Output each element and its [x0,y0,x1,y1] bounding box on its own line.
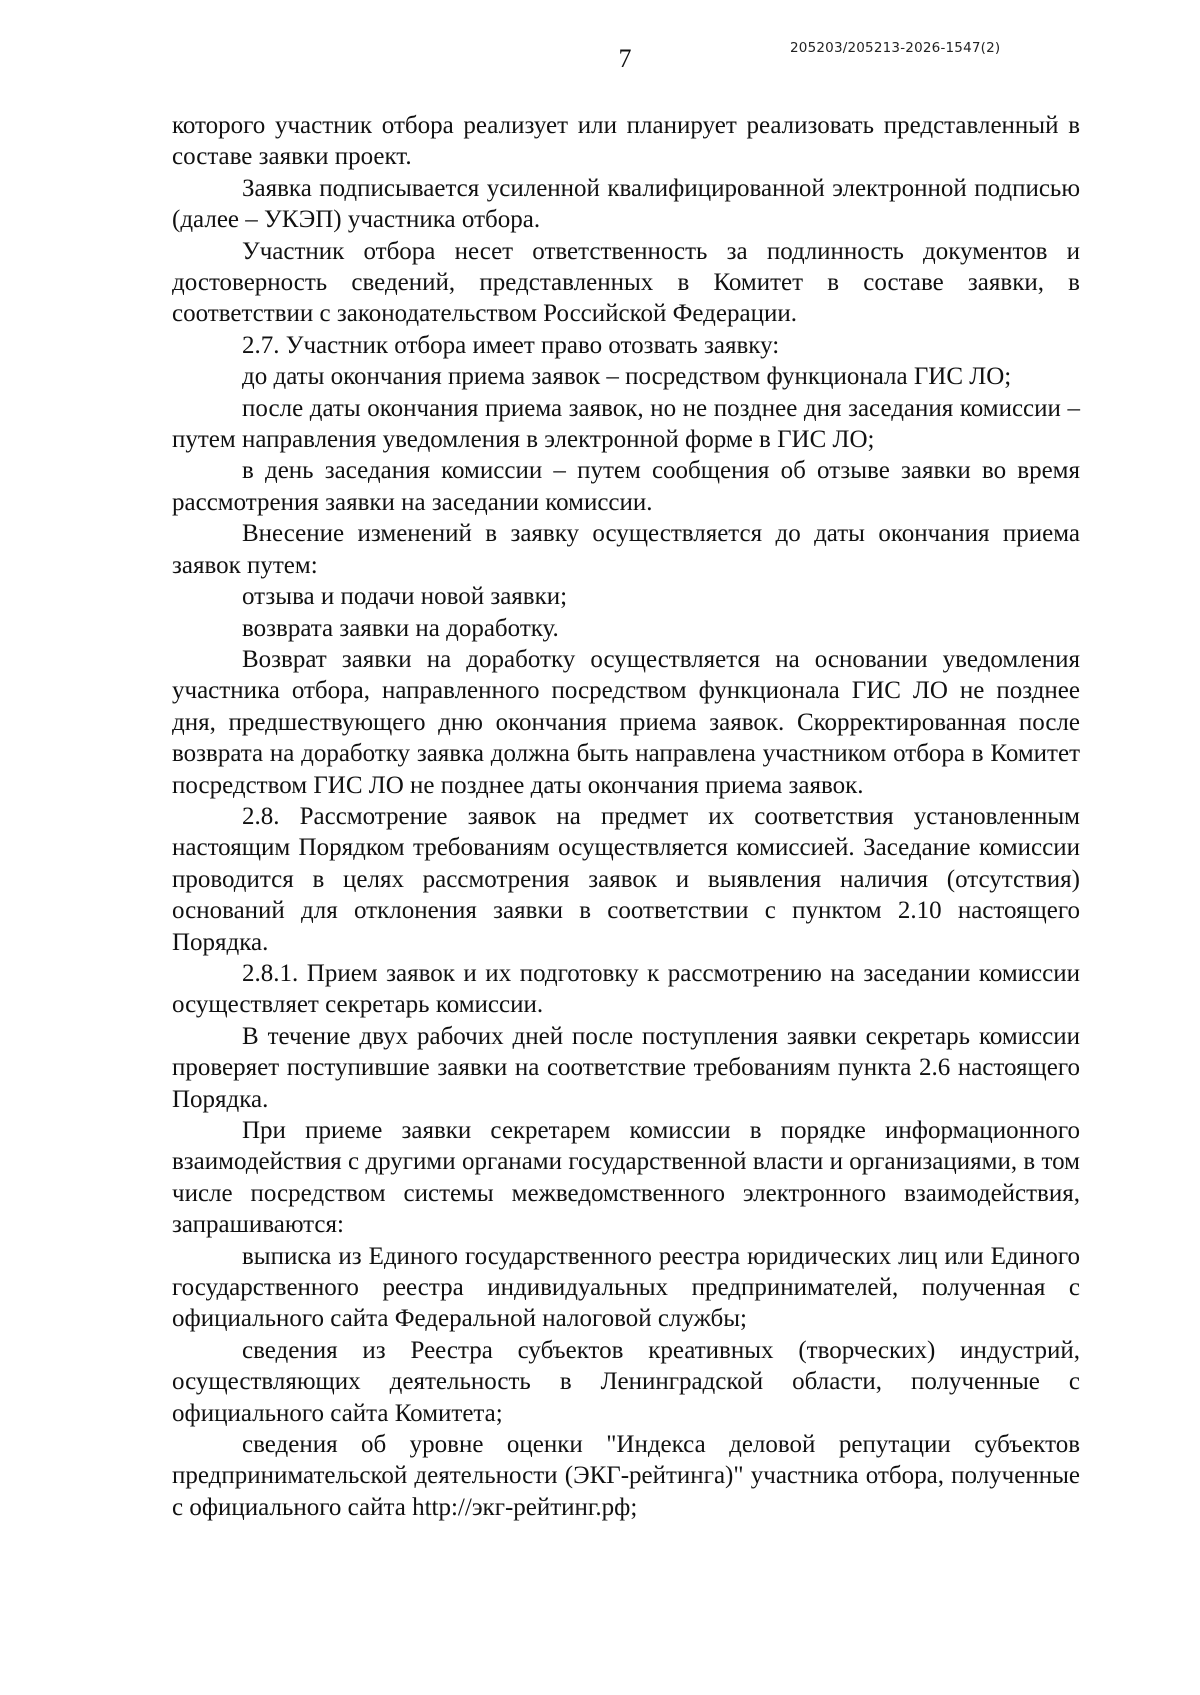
paragraph-15: При приеме заявки секретарем комиссии в порядке информационного взаимодействия с другими органами государственной власти и организациями, в том числе посредством системы межведомственного электронного взаимодействия, запрашиваются: [172,1117,1080,1239]
paragraph-18: сведения об уровне оценки "Индекса деловой репутации субъектов предпринимательской деятельности (ЭКГ-рейтинга)" участника отбора, полученные с официального сайта http://экг-рейтинг.рф; [172,1431,1080,1521]
page-number: 7 [618,44,632,73]
paragraph-17: сведения из Реестра субъектов креативных (творческих) индустрий, осуществляющих деятельность в Ленинградской области, полученные с официального сайта Комитета; [172,1336,1080,1427]
paragraph-2: Заявка подписывается усиленной квалифицированной электронной подписью (далее – УКЭП) участника отбора. [172,174,1080,234]
document-id: 205203/205213-2026-1547(2) [790,40,1001,56]
paragraph-3: Участник отбора несет ответственность за подлинность документов и достоверность сведений, представленных в Комитет в составе заявки, в соответствии с законодательством Российской Федерации. [172,237,1080,328]
paragraph-13: 2.8.1. Прием заявок и их подготовку к рассмотрению на заседании комиссии осуществляет секретарь комиссии. [172,959,1080,1019]
paragraph-4: 2.7. Участник отбора имеет право отозвать заявку: [242,331,780,359]
paragraph-5: до даты окончания приема заявок – посредством функционала ГИС ЛО; [242,363,1012,391]
document-body [172,110,1080,1523]
paragraph-9: отзыва и подачи новой заявки; [242,583,568,611]
paragraph-12: 2.8. Рассмотрение заявок на предмет их соответствия установленным настоящим Порядком требованиям осуществляется комиссией. Заседание комиссии проводится в целях рассмотрения заявок и выявления наличия (отсутствия) оснований для отклонения заявки в соответствии с пунктом 2.10 настоящего Порядка. [172,802,1080,956]
paragraph-1: которого участник отбора реализует или планирует реализовать представленный в составе заявки проект. [172,112,1080,171]
paragraph-10: возврата заявки на доработку. [242,614,559,642]
paragraph-7: в день заседания комиссии – путем сообщения об отзыве заявки во время рассмотрения заявки на заседании комиссии. [172,457,1080,516]
paragraph-6: после даты окончания приема заявок, но не позднее дня заседания комиссии – путем направления уведомления в электронной форме в ГИС ЛО; [172,394,1080,454]
paragraph-16: выписка из Единого государственного реестра юридических лиц или Единого государственного реестра индивидуальных предпринимателей, полученная с официального сайта Федеральной налоговой службы; [172,1242,1080,1333]
paragraph-14: В течение двух рабочих дней после поступления заявки секретарь комиссии проверяет поступившие заявки на соответствие требованиям пункта 2.6 настоящего Порядка. [172,1022,1080,1113]
paragraph-8: Внесение изменений в заявку осуществляется до даты окончания приема заявок путем: [172,520,1080,579]
paragraph-11: Возврат заявки на доработку осуществляется на основании уведомления участника отбора, направленного посредством функционала ГИС ЛО не позднее дня, предшествующего дню окончания приема заявок. Скорректированная после возврата на доработку заявка должна быть направлена участником отбора в Комитет посредством ГИС ЛО не позднее даты окончания приема заявок. [172,645,1080,799]
